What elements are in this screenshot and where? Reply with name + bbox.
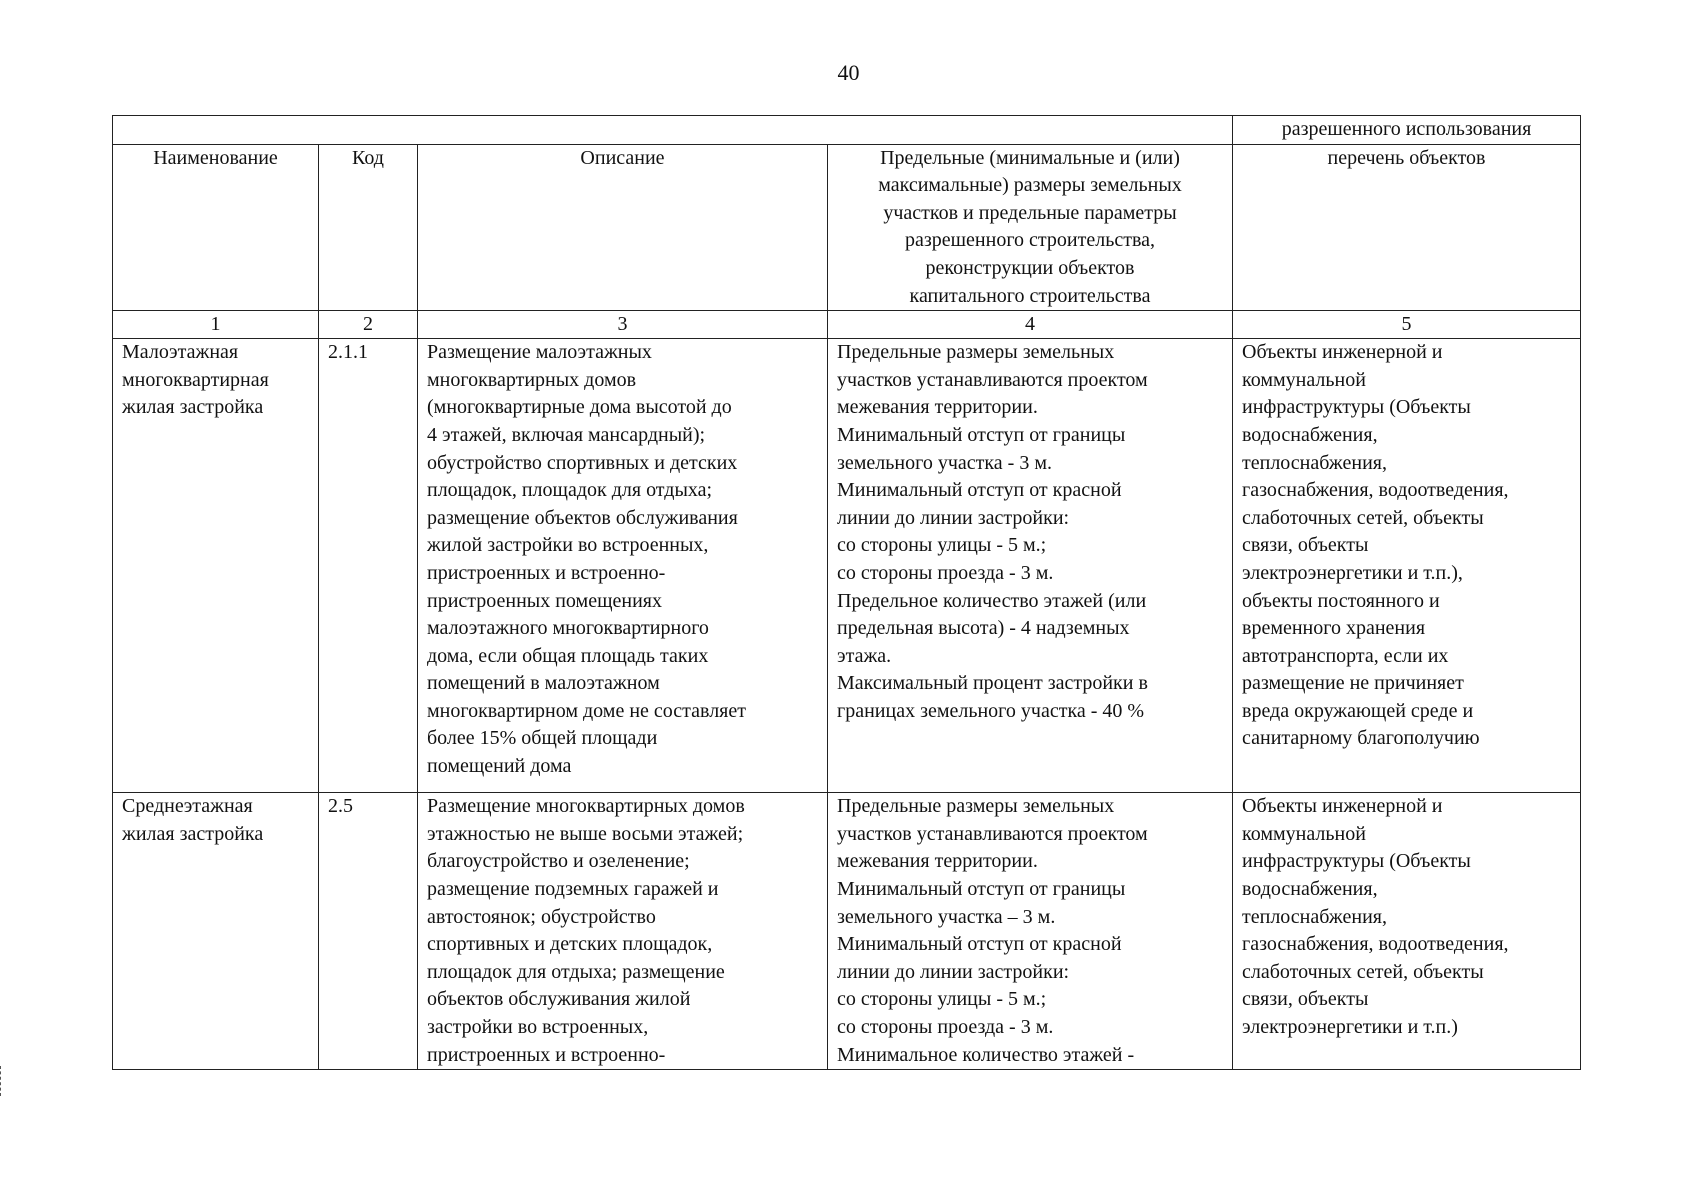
column-number-row	[113, 311, 1581, 339]
header-name: Наименование	[153, 146, 278, 169]
row-code: 2.1.1	[328, 341, 368, 364]
row-description: Размещение многоквартирных домов этажностью не выше восьми этажей; благоустройство и озеленение; размещение подземных гаражей и автостоянок; обустройство спортивных и детских площадок, площадок для отдыха; размещение объектов обслуживания жилой застройки во встроенных, пристроенных и встроенно-	[427, 795, 745, 1066]
header-name-cell	[113, 144, 319, 311]
row-code-cell	[319, 793, 418, 1070]
header-row	[113, 144, 1581, 311]
column-number: 4	[828, 311, 1233, 339]
row-objects: Объекты инженерной и коммунальной инфраструктуры (Объекты водоснабжения, теплоснабжения, газоснабжения, водоотведения, слаботочных сетей, объекты связи, объекты электроэнергетики и т.п.)	[1242, 795, 1509, 1038]
row-code: 2.5	[328, 795, 353, 818]
header-continuation-text: разрешенного использования	[1281, 118, 1532, 140]
header-parameters: Предельные (минимальные и (или) максимальные) размеры земельных участков и предельные параметры разрешенного строительства, реконструкции объектов капитального строительства	[878, 146, 1182, 307]
row-name: Малоэтажная многоквартирная жилая застройка	[122, 341, 269, 419]
header-parameters-cell	[828, 144, 1233, 311]
row-objects-cell	[1233, 793, 1581, 1070]
header-description-cell	[418, 144, 828, 311]
header-continuation-row	[113, 116, 1581, 145]
row-parameters-cell	[828, 339, 1233, 793]
row-name-cell	[113, 339, 319, 793]
row-description: Размещение малоэтажных многоквартирных домов (многоквартирные дома высотой до 4 этажей, включая мансардный); обустройство спортивных и детских площадок, площадок для отдыха; размещение объектов обслуживания жилой застройки во встроенных, пристроенных и встроенно- пристроенных помещениях малоэтажного многоквартирного дома, если общая площадь таких помещений в малоэтажном многоквартирном доме не составляет более 15% общей площади помещений дома	[427, 341, 746, 778]
table-row	[113, 339, 1581, 793]
row-objects: Объекты инженерной и коммунальной инфраструктуры (Объекты водоснабжения, теплоснабжения, газоснабжения, водоотведения, слаботочных сетей, объекты связи, объекты электроэнергетики и т.п.), объекты постоянного и временного хранения автотранспорта, если их размещение не причиняет вреда окружающей среде и санитарному благополучию	[1242, 341, 1509, 750]
row-name-cell	[113, 793, 319, 1070]
column-number: 5	[1233, 311, 1581, 339]
header-objects-cell	[1233, 144, 1581, 311]
header-objects: перечень объектов	[1327, 146, 1486, 169]
column-number: 3	[418, 311, 828, 339]
header-continuation-cell	[1233, 116, 1581, 145]
row-code-cell	[319, 339, 418, 793]
column-number: 1	[113, 311, 319, 339]
header-code: Код	[352, 146, 384, 169]
page-number: 40	[837, 60, 860, 85]
land-use-table	[112, 115, 1581, 1070]
header-code-cell	[319, 144, 418, 311]
row-parameters: Предельные размеры земельных участков устанавливаются проектом межевания территории. Минимальный отступ от границы земельного участка - 3 м. Минимальный отступ от красной линии до линии застройки: со стороны улицы - 5 м.; со стороны проезда - 3 м. Предельное количество этажей (или предельная высота) - 4 надземных этажа. Максимальный процент застройки в границах земельного участка - 40 %	[837, 341, 1148, 722]
row-parameters: Предельные размеры земельных участков устанавливаются проектом межевания территории. Минимальный отступ от границы земельного участка – 3 м. Минимальный отступ от красной линии до линии застройки: со стороны улицы - 5 м.; со стороны проезда - 3 м. Минимальное количество этажей -	[837, 795, 1148, 1066]
column-number: 2	[319, 311, 418, 339]
header-description: Описание	[580, 146, 665, 169]
header-continuation-blank	[113, 116, 1233, 145]
table-row	[113, 793, 1581, 1070]
scan-margin-mark	[0, 1066, 4, 1096]
row-name: Среднеэтажная жилая застройка	[122, 795, 264, 845]
row-description-cell	[418, 793, 828, 1070]
row-description-cell	[418, 339, 828, 793]
row-parameters-cell	[828, 793, 1233, 1070]
row-objects-cell	[1233, 339, 1581, 793]
